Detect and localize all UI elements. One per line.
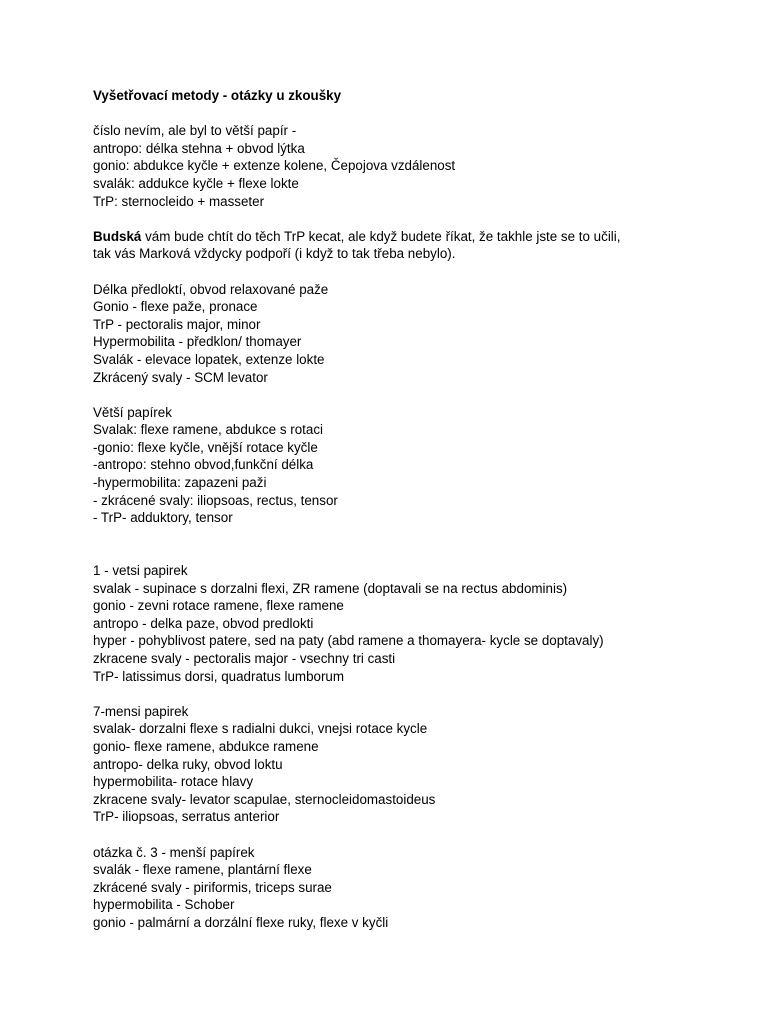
text-line: -gonio: flexe kyčle, vnější rotace kyčle <box>93 439 318 455</box>
text-line: Svalák - elevace lopatek, extenze lokte <box>93 351 325 367</box>
text-line: gonio: abdukce kyčle + extenze kolene, Čepojova vzdálenost <box>93 158 456 174</box>
text-line: antropo: délka stehna + obvod lýtka <box>93 140 305 156</box>
section-exam-question-5 <box>93 703 733 826</box>
text-line: TrP - pectoralis major, minor <box>93 316 261 332</box>
text-line: - TrP- adduktory, tensor <box>93 510 233 526</box>
text-line: TrP- latissimus dorsi, quadratus lumborum <box>93 668 345 684</box>
text-line: zkrácené svaly - piriformis, triceps surae <box>93 879 332 895</box>
section-exam-question-2 <box>93 281 733 387</box>
section-exam-question-3 <box>93 404 733 527</box>
text-line: Svalak: flexe ramene, abdukce s rotaci <box>93 422 323 438</box>
text-line: Větší papírek <box>93 404 172 420</box>
spacer <box>93 210 733 228</box>
text-line: zkracene svaly - pectoralis major - vsechny tri casti <box>93 651 396 666</box>
spacer <box>93 527 733 562</box>
note-line-1-text: vám bude chtít do těch TrP kecat, ale když budete říkat, že takhle jste se to učili, <box>141 228 621 244</box>
text-line: 7-mensi papirek <box>93 703 189 719</box>
text-line: svalák - flexe ramene, plantární flexe <box>93 862 312 878</box>
text-line: TrP: sternocleido + masseter <box>93 193 265 209</box>
section-exam-question-1 <box>93 122 733 210</box>
section-exam-question-4 <box>93 562 733 685</box>
spacer <box>93 826 733 844</box>
text-line: svalak - supinace s dorzalni flexi, ZR ramene (doptavali se na rectus abdominis) <box>93 580 568 596</box>
text-line: svalak- dorzalni flexe s radialni dukci, vnejsi rotace kycle <box>93 721 428 737</box>
text-line: TrP- iliopsoas, serratus anterior <box>93 809 280 825</box>
text-line: antropo- delka ruky, obvod loktu <box>93 756 283 772</box>
section-note <box>93 228 733 263</box>
note-line-2: tak vás Marková vždycky podpoří (i když to tak třeba nebylo). <box>93 246 456 262</box>
text-line: zkracene svaly- levator scapulae, sternocleidomastoideus <box>93 791 436 807</box>
spacer <box>93 685 733 703</box>
section-exam-question-6 <box>93 844 733 932</box>
text-line: - zkrácené svaly: iliopsoas, rectus, tensor <box>93 492 338 508</box>
text-line: hypermobilita - Schober <box>93 897 235 913</box>
spacer <box>93 386 733 404</box>
text-line: gonio - palmární a dorzální flexe ruky, flexe v kyčli <box>93 914 389 930</box>
text-line: Zkrácený svaly - SCM levator <box>93 369 268 385</box>
spacer <box>93 105 733 123</box>
text-line: Délka předloktí, obvod relaxované paže <box>93 281 329 297</box>
spacer <box>93 263 733 281</box>
text-line: gonio - zevni rotace ramene, flexe ramene <box>93 598 344 614</box>
text-line: svalák: addukce kyčle + flexe lokte <box>93 175 299 191</box>
text-line: Gonio - flexe paže, pronace <box>93 299 258 315</box>
document-title: Vyšetřovací metody - otázky u zkoušky <box>93 88 342 103</box>
text-line: -hypermobilita: zapazeni paži <box>93 475 267 491</box>
text-line: číslo nevím, ale byl to větší papír - <box>93 123 297 139</box>
text-line: -antropo: stehno obvod,funkční délka <box>93 457 314 473</box>
document-page <box>93 87 733 932</box>
text-line: otázka č. 3 - menší papírek <box>93 844 255 860</box>
text-line: hyper - pohyblivost patere, sed na paty (abd ramene a thomayera- kycle se doptavaly) <box>93 633 604 649</box>
text-line: Hypermobilita - předklon/ thomayer <box>93 334 302 350</box>
text-line: 1 - vetsi papirek <box>93 563 188 579</box>
note-line-1 <box>93 228 733 246</box>
note-bold-name: Budská <box>93 228 142 244</box>
text-line: antropo - delka paze, obvod predlokti <box>93 615 314 631</box>
text-line: hypermobilita- rotace hlavy <box>93 774 254 790</box>
text-line: gonio- flexe ramene, abdukce ramene <box>93 738 319 754</box>
